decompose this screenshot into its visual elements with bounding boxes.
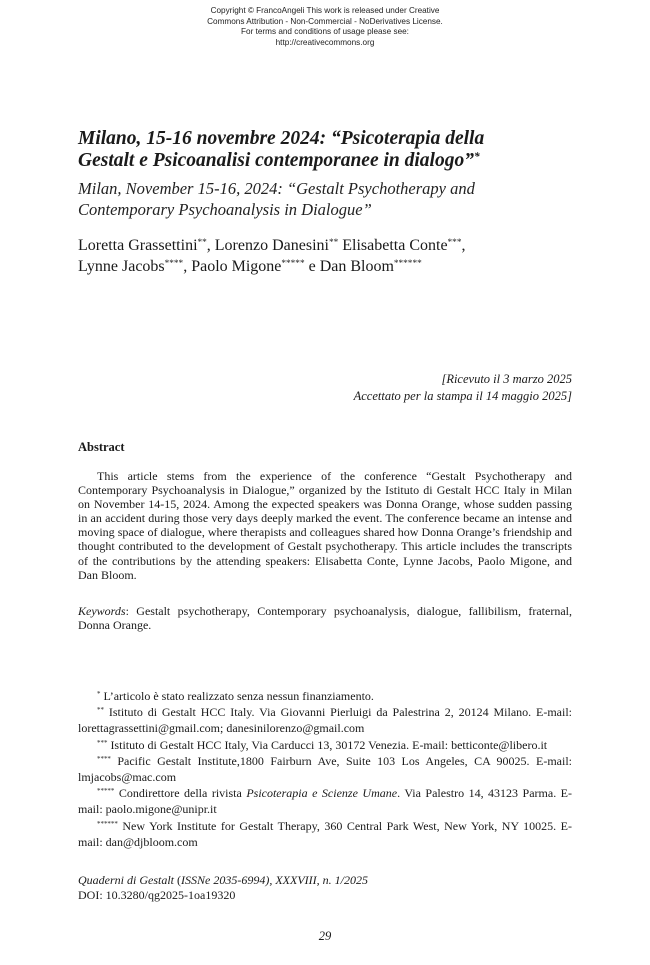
- journal-name: Quaderni di Gestalt: [78, 873, 174, 887]
- author-name: Paolo Migone: [191, 258, 282, 275]
- footnote-mark: ***: [97, 738, 108, 747]
- accepted-date: Accettato per la stampa il 14 maggio 2025]: [353, 388, 572, 403]
- title-line: Gestalt e Psicoanalisi contemporanee in dialogo”*: [78, 150, 480, 171]
- abstract-heading: Abstract: [78, 440, 125, 454]
- journal-line: Quaderni di Gestalt (ISSNe 2035-6994), XXXVIII, n. 1/2025: [78, 873, 368, 887]
- issn: ISSNe 2035-6994: [181, 873, 266, 887]
- journal-title: Psicoterapia e Scienze Umane: [246, 786, 398, 801]
- copyright-notice: [0, 6, 650, 48]
- footnote: ****** New York Institute for Gestalt Therapy, 360 Central Park West, New York, NY 10025. E-mail: dan@djbloom.com: [78, 818, 572, 849]
- title-line: Contemporary Psychoanalysis in Dialogue”: [78, 199, 372, 219]
- page-number: 29: [318, 929, 332, 943]
- keywords: [78, 604, 572, 632]
- footnote-mark: *: [473, 150, 480, 163]
- copyright-line: For terms and conditions of usage please see:: [241, 27, 409, 37]
- copyright-link[interactable]: http://creativecommons.org: [275, 37, 375, 47]
- footnote: **** Pacific Gestalt Institute,1800 Fairburn Ave, Suite 103 Los Angeles, CA 90025. E-mail: lmjacobs@mac.com: [78, 753, 572, 785]
- journal-citation: [78, 873, 572, 903]
- footnote: ***** Condirettore della rivista Psicoterapia e Scienze Umane. Via Palestro 14, 43123 Parma. E-mail: paolo.migone@unipr.it: [78, 786, 573, 817]
- footnote-mark: ***: [447, 237, 462, 248]
- received-date: [Ricevuto il 3 marzo 2025: [441, 372, 572, 386]
- footnote-mark: ****: [97, 755, 111, 763]
- author-line: Lynne Jacobs****, Paolo Migone***** e Dan Bloom******: [78, 258, 422, 275]
- author-line: Loretta Grassettini**, Lorenzo Danesini** Elisabetta Conte***,: [78, 237, 466, 254]
- article-title-english: [78, 179, 598, 220]
- footnote-mark: ******: [393, 258, 422, 269]
- footnote-mark: ******: [97, 819, 118, 828]
- copyright-line: Commons Attribution - Non-Commercial - NoDerivatives License.: [207, 16, 443, 26]
- title-line: Milan, November 15-16, 2024: “Gestalt Psychotherapy and: [78, 179, 475, 198]
- author-name: Elisabetta Conte: [342, 237, 448, 254]
- author-name: Loretta Grassettini: [78, 237, 198, 254]
- keywords-label: Keywords: [78, 604, 126, 618]
- footnote-mark: **: [97, 706, 104, 715]
- keywords-text: : Gestalt psychotherapy, Contemporary psychoanalysis, dialogue, fallibilism, fraternal, Donna Orange.: [78, 604, 572, 633]
- abstract-text: This article stems from the experience of the conference “Gestalt Psychotherapy and Contemporary Psychoanalysis in Dialogue,” organized by the Istituto di Gestalt HCC Italy in Milan on November 14-15, 2024. Among the expected speakers was Donna Orange, whose sudden passing in an accident during those very days deeply marked the event. The conference became an intense and moving space of dialogue, where therapists and colleagues shared how Donna Orange’s friendship and thought contributed to the development of Gestalt psychotherapy. This article includes the transcripts of the contributions by the attending speakers: Elisabetta Conte, Lynne Jacobs, Paolo Migone, and Dan Bloom.: [78, 469, 572, 582]
- footnote-mark: **: [328, 237, 339, 248]
- footnote-mark: **: [197, 237, 207, 248]
- copyright-line: Copyright © FrancoAngeli This work is released under Creative: [210, 6, 440, 15]
- author-name: Dan Bloom: [319, 258, 394, 275]
- footnote-mark: ****: [164, 258, 184, 269]
- doi: DOI: 10.3280/qg2025-1oa19320: [78, 888, 236, 902]
- footnote-mark: *: [97, 690, 101, 699]
- footnote: *** Istituto di Gestalt HCC Italy, Via Carducci 13, 30172 Venezia. E-mail: betticonte@libero.it: [97, 737, 548, 752]
- author-list: [78, 235, 598, 277]
- received-accepted-dates: [354, 371, 572, 404]
- author-name: Lynne Jacobs: [78, 258, 165, 275]
- footnote-mark: *****: [281, 258, 305, 269]
- footnote: ** Istituto di Gestalt HCC Italy. Via Giovanni Pierluigi da Palestrina 2, 20124 Milano. E-mail: lorettagrassettini@gmail.com; danesinilorenzo@gmail.com: [78, 705, 572, 736]
- footnote: * L’articolo è stato realizzato senza nessun finanziamento.: [97, 689, 374, 703]
- footnotes: [78, 688, 572, 850]
- footnote-mark: *****: [97, 787, 115, 796]
- author-name: Lorenzo Danesini: [214, 237, 329, 254]
- article-title-italian: [78, 128, 598, 172]
- title-line: Milano, 15-16 novembre 2024: “Psicoterapia della: [78, 128, 485, 149]
